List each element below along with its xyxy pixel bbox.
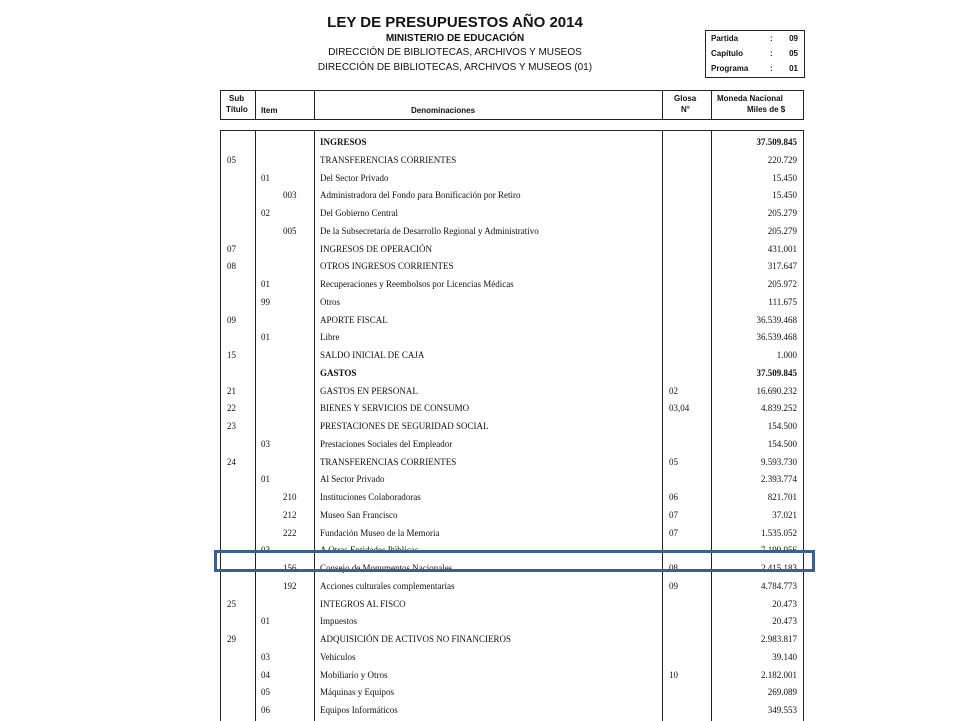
cell-item: 02 xyxy=(261,208,270,218)
cell-denominacion: BIENES Y SERVICIOS DE CONSUMO xyxy=(320,403,470,414)
table-row xyxy=(221,507,803,525)
col-sub-titulo-line2: Título xyxy=(226,105,248,114)
cell-amount: 9.593.730 xyxy=(761,456,797,467)
table-row xyxy=(221,134,803,152)
cell-denominacion: Libre xyxy=(320,332,340,343)
col-denominaciones: Denominaciones xyxy=(411,106,476,115)
cell-glosa: 05 xyxy=(669,456,678,467)
cell-sub-titulo: 21 xyxy=(227,385,236,396)
cell-item: 06 xyxy=(261,705,270,715)
table-row xyxy=(221,471,803,489)
cell-glosa: 07 xyxy=(669,527,678,538)
cell-glosa: 06 xyxy=(669,492,678,502)
cell-asignacion: 156 xyxy=(283,563,297,573)
table-row xyxy=(221,596,803,614)
table-row xyxy=(221,400,803,418)
meta-row-capitulo xyxy=(706,46,804,61)
table-row xyxy=(221,613,803,631)
cell-amount: 4.784.773 xyxy=(761,580,797,591)
cell-sub-titulo: 09 xyxy=(227,314,236,325)
cell-amount: 205.972 xyxy=(767,279,797,289)
cell-item: 01 xyxy=(261,616,270,627)
cell-denominacion: Recuperaciones y Reembolsos por Licencias Médicas xyxy=(320,279,514,289)
cell-amount: 1.000 xyxy=(776,350,797,360)
cell-sub-titulo: 24 xyxy=(227,456,236,467)
cell-amount: 269.089 xyxy=(767,687,797,698)
document-title: LEY DE PRESUPUESTOS AÑO 2014 xyxy=(327,14,583,31)
table-row xyxy=(221,276,803,294)
table-row xyxy=(221,365,803,383)
cell-sub-titulo: 23 xyxy=(227,421,236,431)
cell-amount: 20.473 xyxy=(772,616,797,627)
table-row xyxy=(221,152,803,170)
cell-amount: 2.983.817 xyxy=(761,634,797,644)
meta-label: Capítulo xyxy=(711,49,743,58)
cell-denominacion: INGRESOS xyxy=(320,137,367,147)
table-row xyxy=(221,312,803,330)
cell-amount: 15.450 xyxy=(772,190,797,201)
cell-amount: 37.509.845 xyxy=(756,137,797,147)
cell-item: 03 xyxy=(261,651,270,662)
cell-sub-titulo: 22 xyxy=(227,403,236,414)
cell-denominacion: Otros xyxy=(320,296,340,307)
cell-denominacion: De la Subsecretaría de Desarrollo Regional y Administrativo xyxy=(320,225,539,236)
cell-denominacion: Mobiliario y Otros xyxy=(320,669,388,680)
cell-sub-titulo: 08 xyxy=(227,261,236,272)
meta-colon: : xyxy=(770,49,773,58)
cell-amount: 37.021 xyxy=(772,509,797,520)
table-row xyxy=(221,383,803,401)
cell-amount: 349.553 xyxy=(767,705,797,715)
cell-denominacion: SALDO INICIAL DE CAJA xyxy=(320,350,425,360)
table-row xyxy=(221,525,803,543)
table-row xyxy=(221,294,803,312)
cell-denominacion: Consejo de Monumentos Nacionales xyxy=(320,563,453,573)
cell-amount: 2.415.183 xyxy=(761,563,797,573)
cell-asignacion: 210 xyxy=(283,492,297,502)
cell-denominacion: OTROS INGRESOS CORRIENTES xyxy=(320,261,454,272)
cell-sub-titulo: 15 xyxy=(227,350,236,360)
meta-colon: : xyxy=(770,34,773,43)
col-item: Item xyxy=(261,106,278,115)
ministry-name: MINISTERIO DE EDUCACIÓN xyxy=(385,33,525,44)
cell-denominacion: Instituciones Colaboradoras xyxy=(320,492,421,502)
table-row xyxy=(221,667,803,685)
cell-amount: 36.539.468 xyxy=(756,314,797,325)
meta-value: 09 xyxy=(789,34,798,43)
cell-amount: 20.473 xyxy=(772,598,797,609)
meta-row-partida xyxy=(706,31,804,46)
cell-amount: 111.675 xyxy=(768,296,797,307)
cell-amount: 2.393.774 xyxy=(761,474,797,485)
cell-item: 99 xyxy=(261,296,270,307)
cell-amount: 1.535.052 xyxy=(761,527,797,538)
cell-denominacion: GASTOS EN PERSONAL xyxy=(320,385,418,396)
cell-denominacion: INTEGROS AL FISCO xyxy=(320,598,406,609)
program-name: DIRECCIÓN DE BIBLIOTECAS, ARCHIVOS Y MUSEOS (01) xyxy=(317,62,593,73)
table-row xyxy=(221,489,803,507)
table-row xyxy=(221,578,803,596)
cell-amount: 37.509.845 xyxy=(756,367,797,378)
meta-label: Programa xyxy=(711,64,749,73)
highlighted-row-frame xyxy=(214,550,815,572)
budget-table xyxy=(220,130,804,721)
cell-amount: 431.001 xyxy=(767,243,797,254)
table-row xyxy=(221,223,803,241)
table-row xyxy=(221,649,803,667)
table-row xyxy=(221,187,803,205)
col-moneda-line1: Moneda Nacional xyxy=(717,94,783,103)
table-row xyxy=(221,436,803,454)
column-divider xyxy=(711,91,712,119)
meta-label: Partida xyxy=(711,34,739,43)
cell-denominacion: APORTE FISCAL xyxy=(320,314,388,325)
cell-denominacion: A Otras Entidades Públicas xyxy=(320,545,419,556)
col-glosa-line2: N° xyxy=(681,105,690,114)
cell-item: 04 xyxy=(261,669,270,680)
table-column-headers xyxy=(220,90,804,120)
cell-item: 03 xyxy=(261,545,270,556)
cell-amount: 205.279 xyxy=(767,225,797,236)
cell-denominacion: TRANSFERENCIAS CORRIENTES xyxy=(320,154,457,165)
cell-denominacion: PRESTACIONES DE SEGURIDAD SOCIAL xyxy=(320,421,489,431)
cell-amount: 36.539.468 xyxy=(756,332,797,343)
col-sub-titulo-line1: Sub xyxy=(229,94,245,103)
cell-sub-titulo: 25 xyxy=(227,598,236,609)
cell-denominacion: Vehículos xyxy=(320,651,356,662)
cell-item: 01 xyxy=(261,474,270,485)
cell-sub-titulo: 05 xyxy=(227,154,236,165)
cell-glosa: 07 xyxy=(669,509,678,520)
cell-asignacion: 003 xyxy=(283,190,297,201)
cell-denominacion: GASTOS xyxy=(320,367,357,378)
cell-denominacion: TRANSFERENCIAS CORRIENTES xyxy=(320,456,457,467)
cell-asignacion: 212 xyxy=(283,509,297,520)
cell-asignacion: 222 xyxy=(283,527,297,538)
meta-value: 01 xyxy=(789,64,798,73)
col-moneda-line2: Miles de $ xyxy=(747,105,786,114)
col-glosa-line1: Glosa xyxy=(674,94,697,103)
table-row xyxy=(221,347,803,365)
meta-row-programa xyxy=(706,61,804,76)
cell-denominacion: Fundación Museo de la Memoria xyxy=(320,527,440,538)
cell-asignacion: 005 xyxy=(283,225,297,236)
cell-item: 01 xyxy=(261,332,270,343)
cell-denominacion: Del Sector Privado xyxy=(320,172,389,183)
meta-colon: : xyxy=(770,64,773,73)
cell-denominacion: Prestaciones Sociales del Empleador xyxy=(320,438,453,449)
table-row xyxy=(221,418,803,436)
cell-denominacion: Museo San Francisco xyxy=(320,509,398,520)
cell-glosa: 08 xyxy=(669,563,678,573)
cell-asignacion: 192 xyxy=(283,580,297,591)
table-row xyxy=(221,684,803,702)
cell-glosa: 09 xyxy=(669,580,678,591)
budget-classification-box xyxy=(705,30,805,78)
cell-denominacion: Del Gobierno Central xyxy=(320,208,398,218)
cell-amount: 220.729 xyxy=(767,154,797,165)
cell-amount: 154.500 xyxy=(767,438,797,449)
cell-amount: 205.279 xyxy=(767,208,797,218)
cell-item: 05 xyxy=(261,687,270,698)
cell-amount: 2.182.001 xyxy=(761,669,797,680)
cell-glosa: 03,04 xyxy=(669,403,690,414)
column-divider xyxy=(314,91,315,119)
cell-sub-titulo: 29 xyxy=(227,634,236,644)
table-row xyxy=(221,702,803,720)
table-row xyxy=(221,205,803,223)
cell-denominacion: Al Sector Privado xyxy=(320,474,385,485)
service-name: DIRECCIÓN DE BIBLIOTECAS, ARCHIVOS Y MUSEOS xyxy=(328,47,582,58)
cell-denominacion: Acciones culturales complementarias xyxy=(320,580,455,591)
cell-denominacion: Máquinas y Equipos xyxy=(320,687,394,698)
cell-amount: 7.199.956 xyxy=(761,545,797,556)
cell-item: 01 xyxy=(261,279,270,289)
cell-denominacion: INGRESOS DE OPERACIÓN xyxy=(320,243,433,254)
cell-amount: 16.690.232 xyxy=(756,385,797,396)
cell-amount: 39.140 xyxy=(772,651,797,662)
cell-denominacion: Administradora del Fondo para Bonificación por Retiro xyxy=(320,190,521,201)
cell-denominacion: Impuestos xyxy=(320,616,357,627)
table-row xyxy=(221,631,803,649)
cell-glosa: 02 xyxy=(669,385,678,396)
cell-amount: 821.701 xyxy=(767,492,797,502)
cell-sub-titulo: 07 xyxy=(227,243,236,254)
cell-amount: 317.647 xyxy=(767,261,797,272)
table-row xyxy=(221,170,803,188)
column-divider xyxy=(255,91,256,119)
cell-denominacion: ADQUISICIÓN DE ACTIVOS NO FINANCIEROS xyxy=(320,634,512,644)
cell-item: 01 xyxy=(261,172,270,183)
cell-amount: 15.450 xyxy=(772,172,797,183)
cell-item: 03 xyxy=(261,438,270,449)
column-divider xyxy=(662,91,663,119)
cell-amount: 154.500 xyxy=(767,421,797,431)
cell-amount: 4.839.252 xyxy=(761,403,797,414)
cell-denominacion: Equipos Informáticos xyxy=(320,705,398,715)
meta-value: 05 xyxy=(789,49,798,58)
cell-glosa: 10 xyxy=(669,669,678,680)
table-row xyxy=(221,258,803,276)
table-row xyxy=(221,329,803,347)
table-row xyxy=(221,454,803,472)
table-row xyxy=(221,241,803,259)
